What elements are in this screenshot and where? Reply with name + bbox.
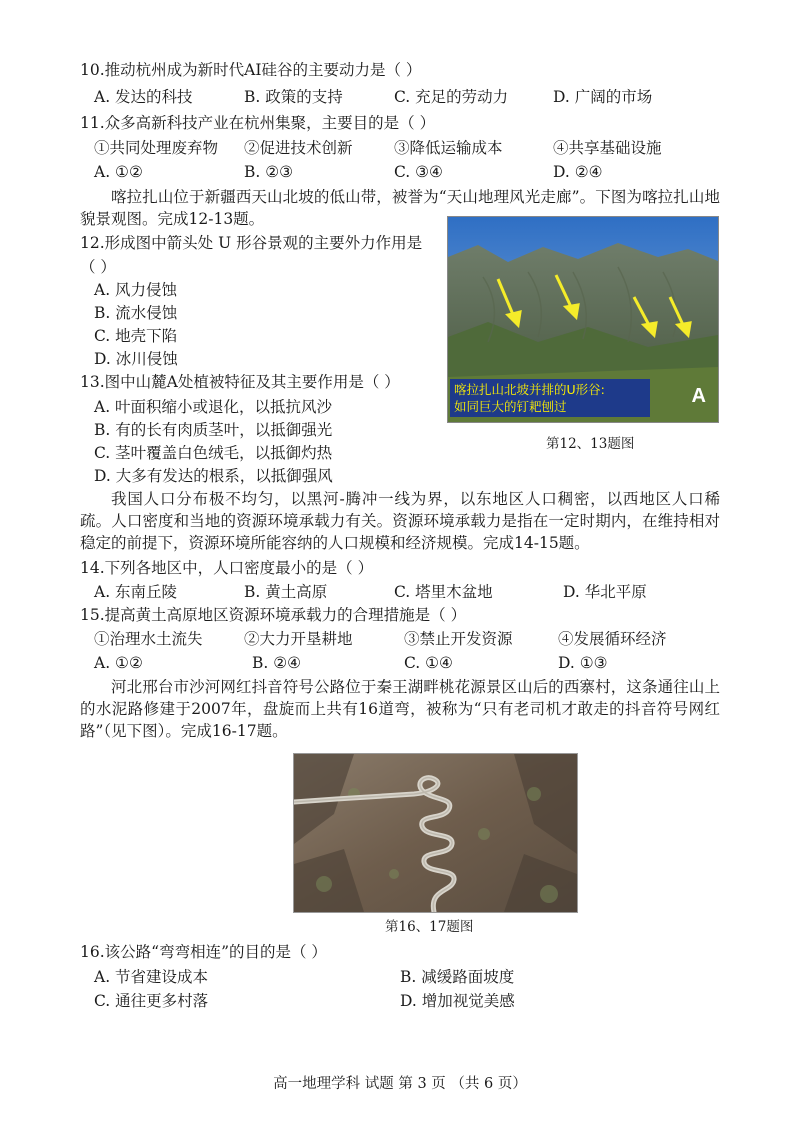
q13-option-a: A. 叶面积缩小或退化，以抵抗风沙	[94, 398, 333, 416]
q10-option-c: C. 充足的劳动力	[394, 88, 509, 106]
q15-stem: 15.提高黄土高原地区资源环境承载力的合理措施是（ ）	[80, 606, 467, 624]
q11-item-3: ③降低运输成本	[394, 139, 503, 157]
page-footer: 高一地理学科 试题 第 3 页 （共 6 页）	[273, 1076, 527, 1092]
figure2-caption: 第16、17题图	[385, 919, 474, 935]
q11-option-d: D. ②④	[553, 163, 603, 181]
q14-option-c: C. 塔里木盆地	[394, 583, 493, 601]
q11-item-4: ④共享基础设施	[553, 139, 662, 157]
q11-option-b: B. ②③	[244, 163, 294, 181]
q16-option-a: A. 节省建设成本	[94, 968, 209, 986]
figure1-marker-a: A	[691, 385, 706, 407]
passage-16-17	[80, 676, 720, 742]
figure1-overlay-text	[450, 379, 650, 417]
passage-14-15-text: 我国人口分布极不均匀，以黑河-腾冲一线为界，以东地区人口稠密，以西地区人口稀疏。人口密度和当地的资源环境承载力有关。资源环境承载力是指在一定时期内，在维持相对稳定的前提下，资源环境所能容纳的人口规模和经济规模。完成14-15题。	[80, 490, 720, 552]
q12-option-d: D. 冰川侵蚀	[94, 350, 178, 368]
q15-item-1: ①治理水土流失	[94, 630, 203, 648]
q11-item-2: ②促进技术创新	[244, 139, 353, 157]
q13-option-c: C. 茎叶覆盖白色绒毛，以抵御灼热	[94, 444, 333, 462]
q16-option-b: B. 减缓路面坡度	[400, 968, 515, 986]
q15-item-4: ④发展循环经济	[558, 630, 667, 648]
q14-option-a: A. 东南丘陵	[94, 583, 178, 601]
figure-mountain-u-valley	[447, 216, 719, 423]
q16-option-c: C. 通往更多村落	[94, 992, 209, 1010]
passage-12-13-text: 喀拉扎山位于新疆西天山北坡的低山带，被誉为“天山地理风光走廊”。下图为喀拉扎山地貌景观图。完成12-13题。	[80, 188, 720, 228]
q10-option-a: A. 发达的科技	[94, 88, 193, 106]
q10-option-b: B. 政策的支持	[244, 88, 343, 106]
q10-stem: 10.推动杭州成为新时代AI硅谷的主要动力是（ ）	[80, 61, 422, 79]
q12-option-b: B. 流水侵蚀	[94, 304, 178, 322]
figure-winding-road	[293, 753, 578, 913]
q12-stem-line1: 12.形成图中箭头处 U 形谷景观的主要外力作用是	[80, 234, 423, 252]
q15-option-b: B. ②④	[252, 654, 302, 672]
q14-option-d: D. 华北平原	[563, 583, 647, 601]
winding-road-photo	[294, 754, 577, 912]
q15-item-3: ③禁止开发资源	[404, 630, 513, 648]
figure1-overlay-line1: 喀拉扎山北坡并排的U形谷:	[454, 382, 605, 397]
q15-option-a: A. ①②	[94, 654, 143, 672]
q11-option-c: C. ③④	[394, 163, 443, 181]
figure1-overlay-line2: 如同巨大的钉耙刨过	[454, 399, 567, 414]
q12-stem-line2: （ ）	[80, 258, 116, 276]
q15-option-d: D. ①③	[558, 654, 608, 672]
q14-stem: 14.下列各地区中，人口密度最小的是（ ）	[80, 559, 374, 577]
passage-14-15	[80, 488, 720, 554]
q15-item-2: ②大力开垦耕地	[244, 630, 353, 648]
q12-option-c: C. 地壳下陷	[94, 327, 178, 345]
q11-option-a: A. ①②	[94, 163, 143, 181]
q10-option-d: D. 广阔的市场	[553, 88, 653, 106]
passage-16-17-text: 河北邢台市沙河网红抖音符号公路位于秦王湖畔桃花源景区山后的西寨村，这条通往山上的水泥路修建于2007年，盘旋而上共有16道弯，被称为“只有老司机才敢走的抖音符号网红路”（见下图）。完成16-17题。	[80, 678, 720, 740]
q15-option-c: C. ①④	[404, 654, 453, 672]
q13-stem: 13.图中山麓A处植被特征及其主要作用是（ ）	[80, 373, 400, 391]
q14-option-b: B. 黄土高原	[244, 583, 328, 601]
q16-stem: 16.该公路“弯弯相连”的目的是（ ）	[80, 943, 327, 961]
q11-stem: 11.众多高新科技产业在杭州集聚，主要目的是（ ）	[80, 114, 436, 132]
figure1-caption: 第12、13题图	[546, 436, 635, 452]
q13-option-b: B. 有的长有肉质茎叶，以抵御强光	[94, 421, 333, 439]
q13-option-d: D. 大多有发达的根系，以抵御强风	[94, 467, 333, 485]
q16-option-d: D. 增加视觉美感	[400, 992, 515, 1010]
q11-item-1: ①共同处理废弃物	[94, 139, 219, 157]
q12-option-a: A. 风力侵蚀	[94, 281, 178, 299]
